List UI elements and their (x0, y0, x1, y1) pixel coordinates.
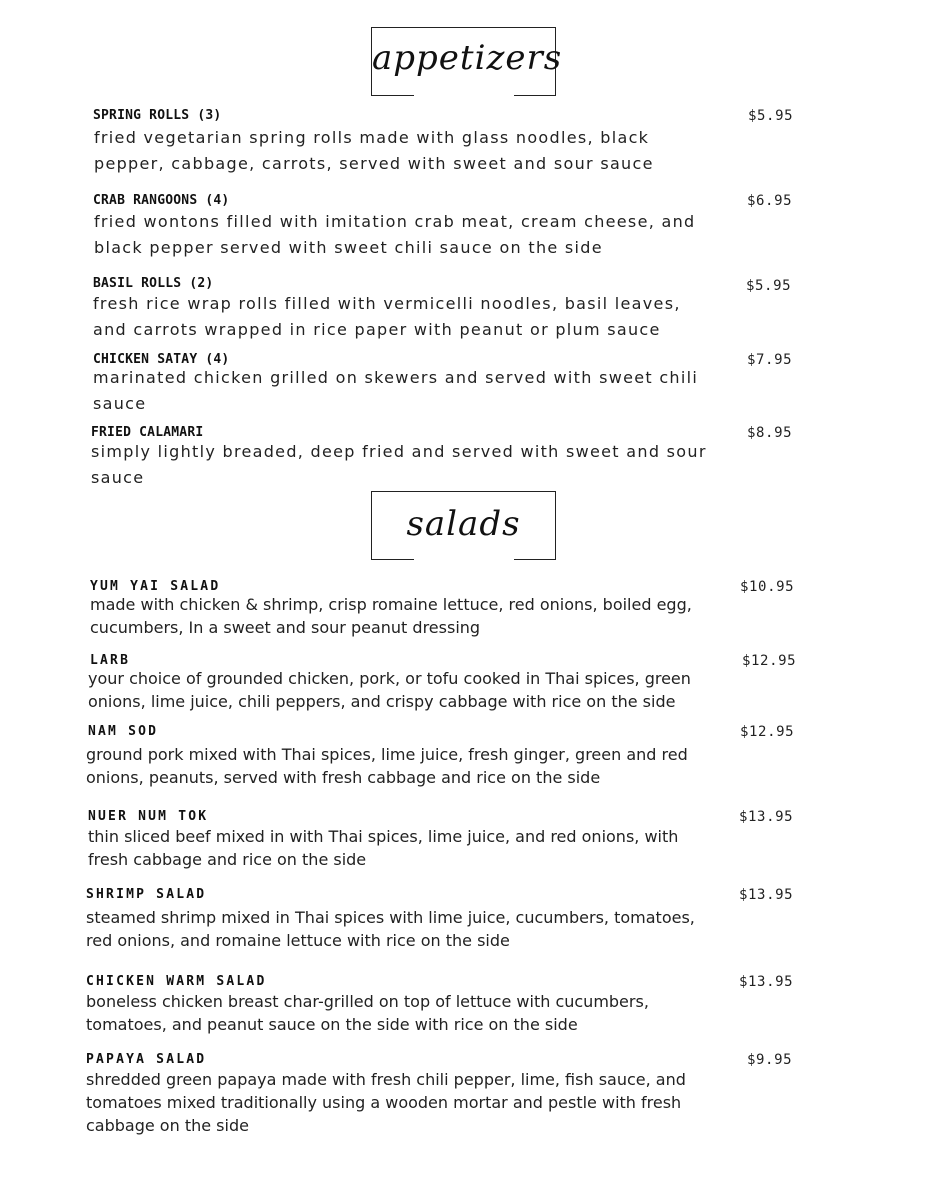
menu-item-name: SHRIMP SALAD (86, 887, 207, 902)
menu-item-name: PAPAYA SALAD (86, 1052, 207, 1067)
menu-item-name: NUER NUM TOK (88, 809, 209, 824)
menu-item-description: your choice of grounded chicken, pork, or tofu cooked in Thai spices, green onions, lime juice, chili peppers, and crispy cabbage with rice on the side (88, 669, 691, 711)
menu-item-description: ground pork mixed with Thai spices, lime juice, fresh ginger, green and red onions, peanuts, served with fresh cabbage and rice on the side (86, 745, 688, 787)
menu-item-description: fried vegetarian spring rolls made with glass noodles, black pepper, cabbage, carrots, served with sweet and sour sauce (94, 128, 654, 173)
appetizers-title: appetizers (372, 38, 563, 78)
salads-title: salads (406, 504, 521, 544)
menu-item-description: thin sliced beef mixed in with Thai spices, lime juice, and red onions, with fresh cabbage and rice on the side (88, 827, 679, 869)
menu-item-price: $5.95 (748, 108, 794, 124)
menu-item-name: LARB (90, 653, 131, 668)
menu-item-price: $13.95 (739, 887, 794, 903)
header-box-gap (414, 557, 514, 561)
menu-item-price: $13.95 (739, 809, 794, 825)
menu-item-name: CRAB RANGOONS (4) (93, 193, 230, 208)
menu-item-description: fried wontons filled with imitation crab meat, cream cheese, and black pepper served with sweet chili sauce on the side (94, 212, 696, 257)
menu-item-price: $12.95 (742, 653, 797, 669)
menu-item-price: $7.95 (747, 352, 793, 368)
menu-item-description: boneless chicken breast char-grilled on top of lettuce with cucumbers, tomatoes, and peanut sauce on the side with rice on the side (86, 992, 649, 1034)
salads-header-box (371, 491, 556, 560)
menu-item-price: $12.95 (740, 724, 795, 740)
menu-item-name: SPRING ROLLS (3) (93, 108, 222, 123)
menu-item-price: $13.95 (739, 974, 794, 990)
menu-item-description: fresh rice wrap rolls filled with vermicelli noodles, basil leaves, and carrots wrapped in rice paper with peanut or plum sauce (93, 294, 681, 339)
menu-item-description: marinated chicken grilled on skewers and served with sweet chili sauce (93, 368, 699, 413)
header-box-gap (414, 93, 514, 97)
menu-item-price: $5.95 (746, 278, 792, 294)
menu-item-description: shredded green papaya made with fresh chili pepper, lime, fish sauce, and tomatoes mixed traditionally using a wooden mortar and pestle with fresh cabbage on the side (86, 1070, 686, 1135)
menu-item-name: BASIL ROLLS (2) (93, 276, 214, 291)
appetizers-header-box (371, 27, 563, 96)
menu-item-name: FRIED CALAMARI (91, 425, 204, 440)
menu-item-name: CHICKEN SATAY (4) (93, 352, 230, 367)
menu-item-price: $8.95 (747, 425, 793, 441)
menu-item-price: $9.95 (747, 1052, 793, 1068)
menu-item-name: YUM YAI SALAD (90, 579, 221, 594)
menu-item-description: simply lightly breaded, deep fried and served with sweet and sour sauce (91, 442, 707, 487)
menu-item-price: $10.95 (740, 579, 795, 595)
menu-item-name: NAM SOD (88, 724, 159, 739)
menu-item-price: $6.95 (747, 193, 793, 209)
menu-item-description: steamed shrimp mixed in Thai spices with lime juice, cucumbers, tomatoes, red onions, and romaine lettuce with rice on the side (86, 908, 695, 950)
menu-item-description: made with chicken & shrimp, crisp romaine lettuce, red onions, boiled egg, cucumbers, In a sweet and sour peanut dressing (90, 595, 692, 637)
menu-item-name: CHICKEN WARM SALAD (86, 974, 267, 989)
